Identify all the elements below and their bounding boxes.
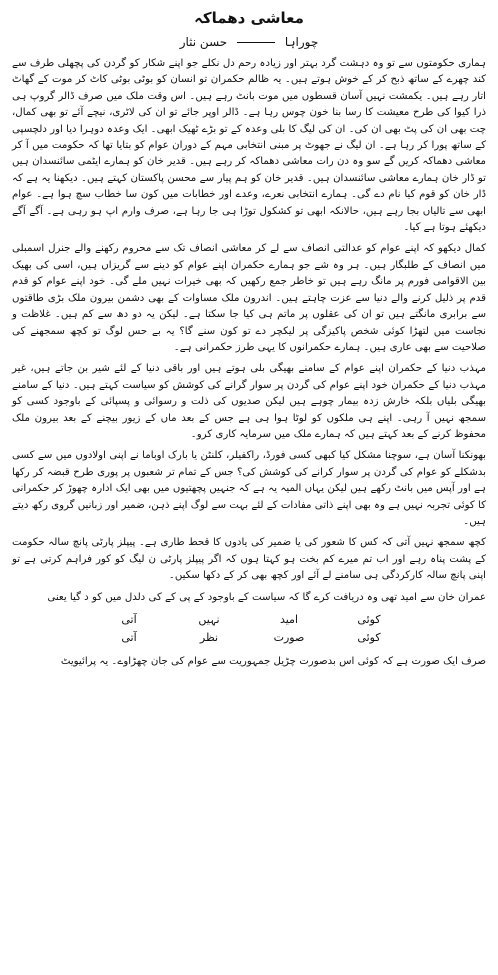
paragraph: مہذب دنیا کے حکمران اپنے عوام کے سامنے بھیگی بلی ہوتے ہیں اور باقی دنیا کے لئے شیر بن جاتے ہیں، غیر مہذب دنیا کے حکمران خود اپنے عوام کی گردن پر سوار گرانے کی کوشش کو سیاست کہتے ہیں۔ دنیا کے سامنے بھیگی بلیاں بلکہ خارش زدہ بیمار چوہے ہیں لیکن صدیوں کی ذلت و رسوائی و پسپائی کے باوجود کسی کو سمجھ نہیں آ رہی۔ اپنے ہی ملکوں کو لوٹا ہوا ہی ہے جس کے بعد ماں کے زیور بیچنے کے بعد بیرون ملک محفوظ کرنے کے بعد کہتے ہیں کہ ہمارے ملک میں سرمایہ کاری کرو۔ — [12, 363, 486, 440]
poem-word: صورت — [273, 631, 305, 644]
poem-word: کوئی — [357, 613, 381, 626]
poem-word: کوئی — [357, 631, 381, 644]
article-body — [12, 56, 486, 670]
poem-word: امید — [279, 613, 299, 626]
poem-word: نظر — [199, 631, 219, 644]
paragraph: کچھ سمجھ نہیں آتی کہ کس کا شعور کی یا ضمیر کی یادوں کا قحط طاری ہے۔ پیپلز پارٹی پانچ سالہ حکومت کے پشت پناہ رہے اور اب تم میرے کم بخت ہو کہتا ہوں کہ اگر پیپلز پارٹی ن لیگ کو کور فراہم کرتی ہے تو اپنی پانچ سالہ کارکردگی ہی سامنے لے آئے اور کچھ بھی کر کے دکھا سکیں۔ — [12, 537, 486, 582]
article-title: معاشی دھماکہ — [194, 9, 304, 27]
byline-separator — [237, 42, 275, 43]
poem-word: نہیں — [198, 613, 220, 626]
column-name: چوراہا — [284, 35, 319, 49]
closing-line: صرف ایک صورت ہے کہ کوئی اس بدصورت چڑیل جمہوریت سے عوام کی جان چھڑاوے۔ یہ پرائیویٹ — [60, 656, 486, 667]
author-name: حسن نثار — [179, 35, 228, 49]
byline — [12, 34, 486, 50]
poem-verse — [12, 612, 486, 646]
poem-word: آتی — [121, 613, 137, 626]
paragraph: بھونکنا آسان ہے، سوچنا مشکل کیا کبھی کسی فورڈ، راکفیلر، کلنٹن یا بارک اوباما نے اپنی اولادوں میں سے کسی بدشکلے کو عوام کی گردن پر سوار کرانے کی کوشش کی؟ جس کے تمام تر شعبوں پر پوری طرح قبضہ کر رکھا ہے اور آپس میں بانٹ رکھے ہیں لیکن یہاں المیہ یہ ہے کہ جنہیں پچھتیوں میں بھی ایک ادارہ چھوڑ کر حکمرانی کا کوئی تجربہ نہیں ہے وہ بھی اپنے ذاتی مفادات کے لئے بہت سے لوگ اپنے ذہن، ضمیر اور زبانیں گروی رکھ دیتے ہیں۔ — [12, 450, 486, 527]
paragraph: کمال دیکھو کہ اپنے عوام کو عدالتی انصاف سے لے کر معاشی انصاف تک سے محروم رکھنے والے جنرل اسمبلی میں انصاف کے طلبگار ہیں۔ ہر وہ شے جو ہمارے حکمران اپنے عوام کو دینے سے گریزاں ہیں، اسی کی بھیک بین الاقوامی فورم پر مانگ رہے ہیں تو خاطر جمع رکھیں کہ بھی خیرات نہیں ملے گی۔ خود اپنے عوام کو قدم قدم پر ذلیل کرنے والے دنیا سے عزت چاہتے ہیں۔ اندرون ملک مساوات کے بھی دشمن بیرون ملک بڑی طاقتوں سے برابری مانگتے ہیں تو ان کی عقلوں پر ماتم ہی کیا جا سکتا ہے۔ لیکن یہ دو دھ سے کم ہیں۔ غلاظت و نجاست میں لتھڑا کوئی شخص پاکیزگی پر لیکچر دے تو کون سنے گا؟ یہ بے حس لوگ تو کچھ سمجھنے کی صلاحیت سے بھی عاری ہیں۔ ہمارے حکمرانوں کا یہی طرز حکمرانی ہے۔ — [12, 243, 486, 353]
paragraph: ہماری حکومتوں سے تو وہ دہشت گرد بہتر اور زیادہ رحم دل نکلے جو اپنے شکار کو گردن کی پچھلی طرف سے کند چھرے کے ساتھ ذبح کر کے خوش ہوتے ہیں۔ یہ ظالم حکمران تو انسان کو بوٹی بوٹی کاٹ کر موت کے گھاٹ اتار رہے ہیں۔ یکمشت نہیں آسان قسطوں میں موت بانٹ رہے ہیں۔ اس وقت ملک میں صرف ڈالر گروپ ہی ذرا کیوا کی طرح معیشت کا رسا بنا خون چوس رہا ہے۔ ڈالر اوپر جائے تو ان کی لاٹری، نیچے آئے تو بھی کمال، چت بھی ان کی پٹ بھی ان کی۔ ان کی لیگ کا بلی وعدہ کے تو بڑے ٹھیک ابھی۔ ایک وعدہ دوہرا دیا اور دلچسپی کے ساتھ پورا کر رہا ہے۔ ان لیگ نے جھوٹ پر مبنی انتخابی مہم کے دوران عوام کو بتایا تھا کہ حکومت میں آ کر معاشی دھماکہ کریں گے سو وہ دن رات معاشی دھماکہ کر رہے ہیں۔ قدیر خان کو ہمارے ایٹمی سائنسدان ہیں تو ڈار خان ہمارے معاشی سائنسدان ہیں۔ قدیر خان کو ہم پیار سے محسن پاکستان کہتے ہیں۔ دیکھنا یہ ہے کہ ڈار خان کو قوم کیا نام دے گی۔ ہمارے انتخابی نعرے، وعدے اور خطابات میں کون سا خطاب سچ ہوا ہے۔ عوام ابھی سے تالیاں بجا رہے ہیں، حالانکہ ابھی تو کشکول توڑا ہی جا رہا ہے، صرف وارم اپ ہو رہی ہے۔ آگے آگے دیکھئے ہوتا ہے کیا۔ — [12, 58, 486, 234]
paragraph: عمران خان سے امید تھی وہ دریافت کرے گا کہ سیاست کے باوجود کے پی کے کی دلدل میں کو د گیا یعنی — [47, 591, 486, 603]
poem-word: آتی — [121, 631, 137, 644]
